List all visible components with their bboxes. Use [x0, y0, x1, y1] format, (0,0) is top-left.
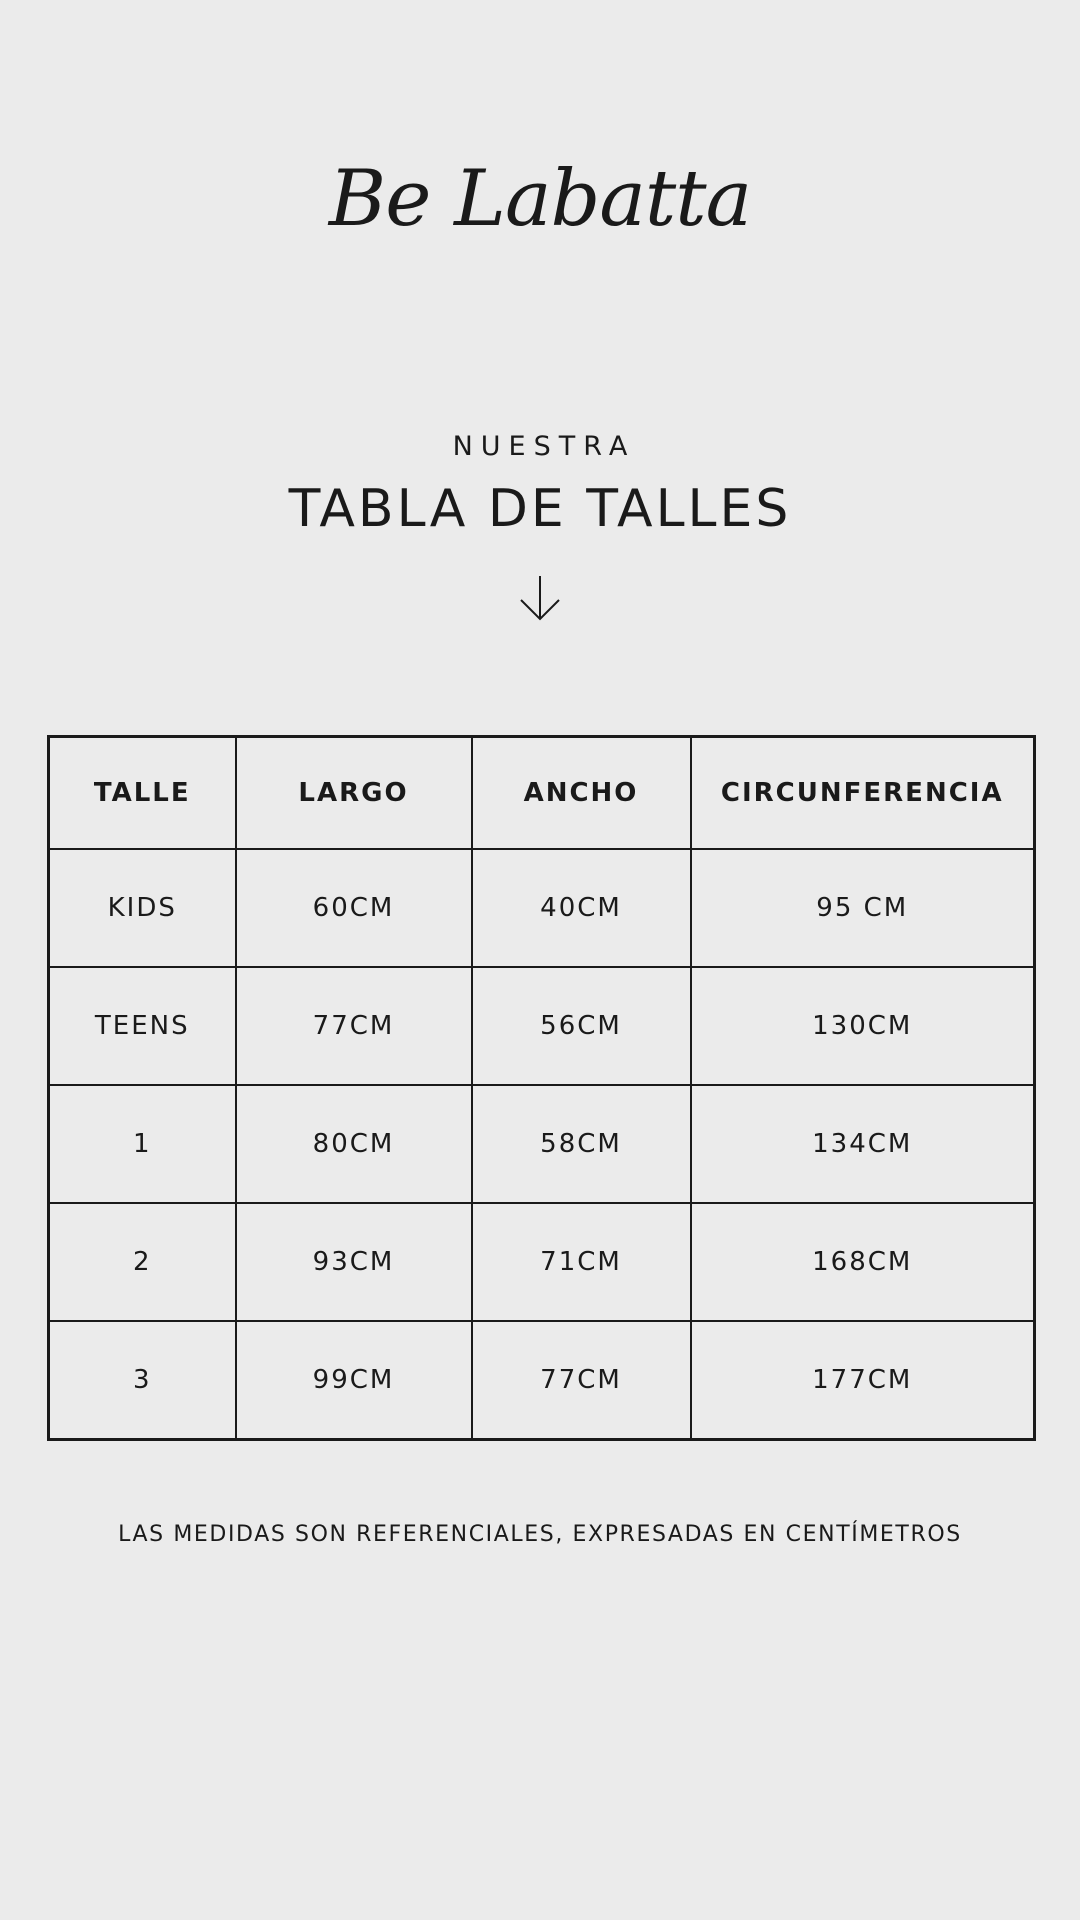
cell-talle: KIDS: [49, 849, 236, 967]
arrow-down-icon: [519, 574, 561, 622]
cell-largo: 80CM: [236, 1085, 472, 1203]
cell-talle: 2: [49, 1203, 236, 1321]
page-kicker: NUESTRA: [452, 431, 636, 462]
table-row: [49, 849, 1035, 967]
column-header-talle: TALLE: [49, 737, 236, 850]
column-header-largo: LARGO: [236, 737, 472, 850]
table-row: [49, 1085, 1035, 1203]
cell-talle: 1: [49, 1085, 236, 1203]
table-header-row: [49, 737, 1035, 850]
table-row: [49, 1321, 1035, 1440]
cell-talle: 3: [49, 1321, 236, 1440]
cell-ancho: 71CM: [472, 1203, 691, 1321]
cell-circunferencia: 168CM: [691, 1203, 1035, 1321]
page-title: TABLA DE TALLES: [288, 479, 792, 539]
cell-largo: 93CM: [236, 1203, 472, 1321]
table-row: [49, 1203, 1035, 1321]
cell-circunferencia: 177CM: [691, 1321, 1035, 1440]
cell-largo: 60CM: [236, 849, 472, 967]
footnote: LAS MEDIDAS SON REFERENCIALES, EXPRESADAS EN CENTÍMETROS: [118, 1522, 962, 1547]
cell-ancho: 77CM: [472, 1321, 691, 1440]
table-row: [49, 967, 1035, 1085]
size-table: [47, 735, 1036, 1441]
cell-circunferencia: 95 CM: [691, 849, 1035, 967]
cell-largo: 77CM: [236, 967, 472, 1085]
brand-logo: Be Labatta: [328, 154, 752, 244]
cell-largo: 99CM: [236, 1321, 472, 1440]
cell-ancho: 58CM: [472, 1085, 691, 1203]
column-header-circunferencia: CIRCUNFERENCIA: [691, 737, 1035, 850]
cell-circunferencia: 130CM: [691, 967, 1035, 1085]
column-header-ancho: ANCHO: [472, 737, 691, 850]
cell-ancho: 40CM: [472, 849, 691, 967]
cell-ancho: 56CM: [472, 967, 691, 1085]
cell-circunferencia: 134CM: [691, 1085, 1035, 1203]
cell-talle: TEENS: [49, 967, 236, 1085]
